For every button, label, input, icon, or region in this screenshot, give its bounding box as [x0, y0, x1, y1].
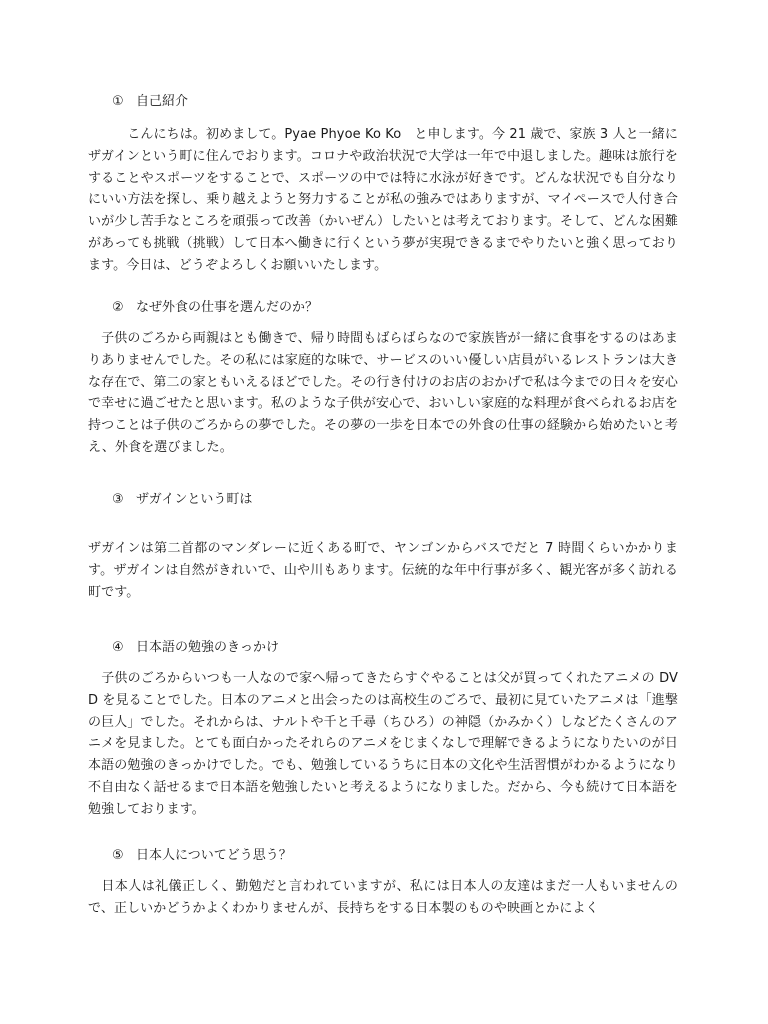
- section-title: 日本人についてどう思う？: [136, 848, 292, 863]
- section-paragraph: ザガインは第二首都のマンダレーに近くある町で、ヤンゴンからバスでだと 7 時間くらいかかります。ザガインは自然がきれいで、山や川もあります。伝統的な年中行事が多く、観光客が多く訪れる町です。: [88, 541, 678, 600]
- section-heading: [88, 846, 678, 866]
- section-number: ③: [112, 492, 124, 507]
- section-number: ①: [112, 94, 124, 109]
- section-japanese-study-reason: [88, 638, 678, 821]
- section-title: 日本語の勉強のきっかけ: [136, 640, 280, 655]
- section-title: ザガインという町は: [136, 492, 253, 507]
- section-number: ②: [112, 300, 124, 315]
- section-paragraph: 日本人は礼儀正しく、勤勉だと言われていますが、私には日本人の友達はまだ一人もいませんので、正しいかどうかよくわかりませんが、長持ちをする日本製のものや映画とかによく: [88, 879, 678, 916]
- section-title: なぜ外食の仕事を選んだのか？: [136, 300, 319, 315]
- section-number: ④: [112, 640, 124, 655]
- section-number: ⑤: [112, 848, 124, 863]
- section-heading: [88, 490, 678, 510]
- section-title: 自己紹介: [136, 94, 189, 109]
- section-paragraph: 子供のごろから両親はとも働きで、帰り時間もばらばらなので家族皆が一緒に食事をするのはあまりありませんでした。その私には家庭的な味で、サービスのいい優しい店員がいるレストランは大きな存在で、第二の家ともいえるほどでした。その行き付けのお店のおかげで私は今までの日々を安心で幸せに過ごせたと思います。私のような子供が安心で、おいしい家庭的な料理が食べられるお店を持つことは子供のごろからの夢でした。その夢の一歩を日本での外食の仕事の経験から始めたいと考え、外食を選びました。: [88, 331, 678, 455]
- section-opinion-on-japanese: [88, 846, 678, 920]
- section-sagaing-town: [88, 490, 678, 603]
- section-heading: [88, 92, 678, 112]
- section-paragraph: 子供のごろからいつも一人なので家へ帰ってきたらすぐやることは父が買ってくれたアニメの DVD を見ることでした。日本のアニメと出会ったのは高校生のごろで、最初に見ていたアニメは「進撃の巨人」でした。それからは、ナルトや千と千尋（ちひろ）の神隠（かみかく）しなどたくさんのアニメを見ました。とても面白かったそれらのアニメをじまくなしで理解できるようになりたいのが日本語の勉強のきっかけでした。でも、勉強しているうちに日本の文化や生活習慣がわかるようになり不自由なく話せるまで日本語を勉強したいと考えるようになりました。だから、今も続けて日本語を勉強しております。: [88, 671, 678, 817]
- section-why-food-service: [88, 298, 678, 459]
- section-self-introduction: [88, 92, 678, 277]
- section-paragraph: こんにちは。初めまして。Pyae Phyoe Ko Ko と申します。今 21 歳で、家族 3 人と一緒にザガインという町に住んでおります。コロナや政治状況で大学は一年で中退しました。趣味は旅行をすることやスポーツをすることで、スポーツの中では特に水泳が好きです。どんな状況でも自分なりにいい方法を探し、乗り越えようと努力することが私の強みではありますが、マイペースで人付き合いが少し苦手なところを頑張って改善（かいぜん）したいとは考えております。そして、どんな困難があっても挑戦（挑戦）して日本へ働きに行くという夢が実現できるまでやりたいと強く思っております。今日は、どうぞよろしくお願いいたします。: [88, 127, 678, 273]
- section-heading: [88, 298, 678, 318]
- section-heading: [88, 638, 678, 658]
